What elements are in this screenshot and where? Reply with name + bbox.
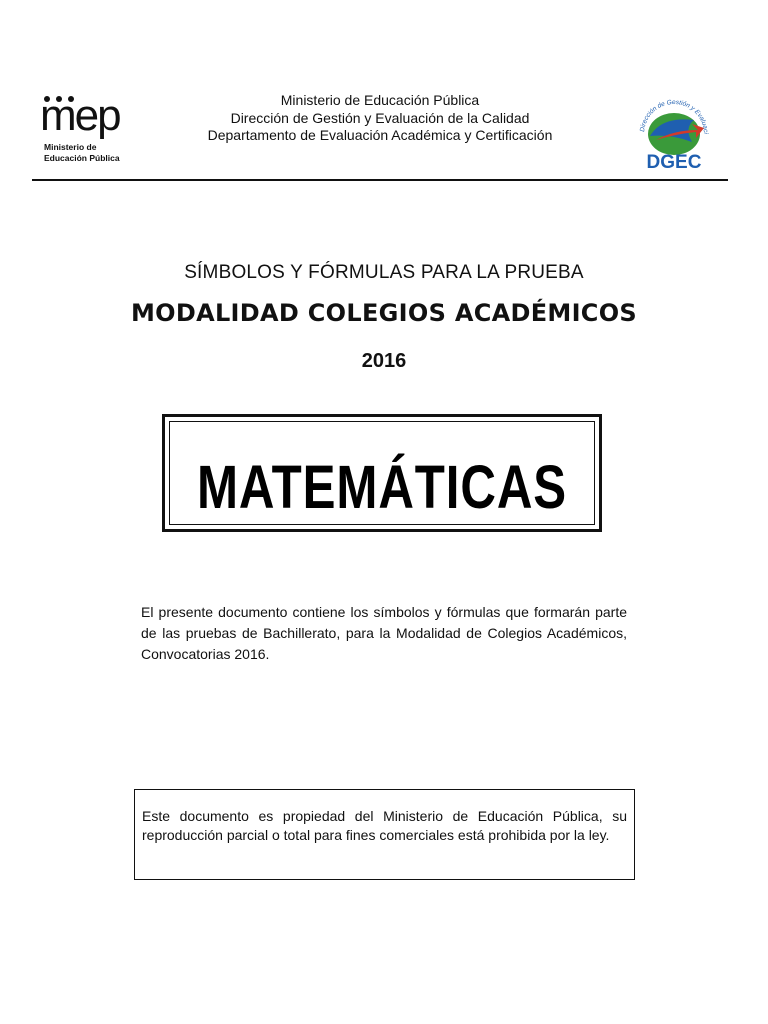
dgec-acronym: DGEC [646, 152, 702, 173]
org-department: Departamento de Evaluación Académica y Certificación [207, 127, 553, 143]
mep-logo [40, 92, 140, 167]
subject-title: MATEMÁTICAS [196, 452, 568, 522]
mep-logo-subtitle-1: Ministerio de [44, 142, 97, 152]
org-direction: Dirección de Gestión y Evaluación de la Calidad [230, 109, 530, 126]
title-year: 2016 [361, 350, 407, 372]
org-ministry: Ministerio de Educación Pública [280, 92, 480, 108]
subject-frame-inner [169, 421, 595, 525]
title-modality: MODALIDAD COLEGIOS ACADÉMICOS [130, 299, 638, 327]
title-subheading: SÍMBOLOS Y FÓRMULAS PARA LA PRUEBA [184, 262, 584, 283]
dgec-emblem-icon [632, 90, 716, 174]
header-organization [150, 92, 610, 145]
mep-logo-wordmark: mep [40, 91, 120, 140]
intro-paragraph: El presente documento contiene los símbolos y fórmulas que formarán parte de las pruebas de Bachillerato, para la Modalidad de Colegios Académicos, Convocatorias 2016. [141, 604, 627, 662]
dgec-ring-text: Dirección de Gestión y Evaluaci [639, 98, 710, 134]
copyright-notice-text: Este documento es propiedad del Ministerio de Educación Pública, su reproducción parcial o total para fines comerciales está prohibida por la ley. [142, 808, 627, 843]
mep-logo-subtitle-2: Educación Pública [44, 153, 120, 163]
copyright-notice-box [134, 789, 635, 880]
dgec-logo [632, 90, 716, 174]
subject-frame [162, 414, 602, 532]
header-divider [32, 179, 728, 181]
